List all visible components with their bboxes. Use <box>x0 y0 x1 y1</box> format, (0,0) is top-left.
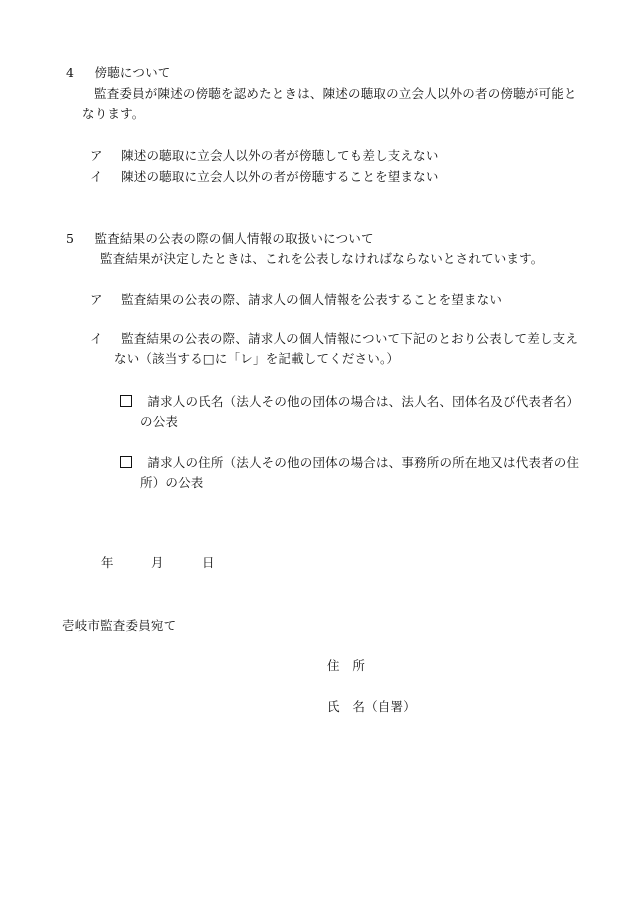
section4-heading-row <box>66 67 170 80</box>
checkbox-name-label-line2: の公表 <box>140 414 179 429</box>
option-text: 陳述の聴取に立会人以外の者が傍聴しても差し支えない <box>121 148 439 163</box>
address-label: 住 所 <box>327 658 366 673</box>
section5-heading: 監査結果の公表の際の個人情報の取扱いについて <box>94 231 374 246</box>
addressee: 壱岐市監査委員宛て <box>62 618 177 633</box>
checkbox-address-label: 請求人の住所（法人その他の団体の場合は、事務所の所在地又は代表者の住 <box>147 455 580 470</box>
date-month-label: 月 <box>151 555 164 570</box>
option-marker: イ <box>90 169 103 184</box>
checkbox-name-label: 請求人の氏名（法人その他の団体の場合は、法人名、団体名及び代表者名） <box>147 394 580 409</box>
section5-option-i-line1 <box>90 333 578 346</box>
section4-body-line2: なります。 <box>82 106 145 121</box>
option-marker: ア <box>90 292 103 307</box>
checkbox-address[interactable] <box>120 456 132 468</box>
option-marker: イ <box>90 331 103 346</box>
option-text: 監査結果の公表の際、請求人の個人情報を公表することを望まない <box>121 292 503 307</box>
section4-heading: 傍聴について <box>94 65 171 80</box>
checkbox-address-label-line2: 所）の公表 <box>140 475 204 490</box>
section4-option-a <box>90 150 439 163</box>
section5-option-i-line2: ない（該当する□に「レ」を記載してください。） <box>114 351 400 366</box>
section5-heading-row <box>66 233 374 246</box>
section4-option-i <box>90 171 439 184</box>
name-label: 氏 名（自署） <box>327 699 416 714</box>
date-year-label: 年 <box>101 555 114 570</box>
date-day-label: 日 <box>202 555 215 570</box>
section5-body-line1: 監査結果が決定したときは、これを公表しなければならないとされています。 <box>100 251 544 266</box>
option-text: 陳述の聴取に立会人以外の者が傍聴することを望まない <box>121 169 439 184</box>
option-marker: ア <box>90 148 103 163</box>
checkbox-row-name <box>120 395 579 409</box>
section5-option-a <box>90 294 502 307</box>
checkbox-name[interactable] <box>120 395 132 407</box>
checkbox-row-address <box>120 456 579 470</box>
option-text: 監査結果の公表の際、請求人の個人情報について下記のとおり公表して差し支え <box>121 331 579 346</box>
section4-body-line1: 監査委員が陳述の傍聴を認めたときは、陳述の聴取の立会人以外の者の傍聴が可能と <box>94 86 577 101</box>
section4-number: 4 <box>66 65 75 80</box>
section5-number: 5 <box>66 231 75 246</box>
